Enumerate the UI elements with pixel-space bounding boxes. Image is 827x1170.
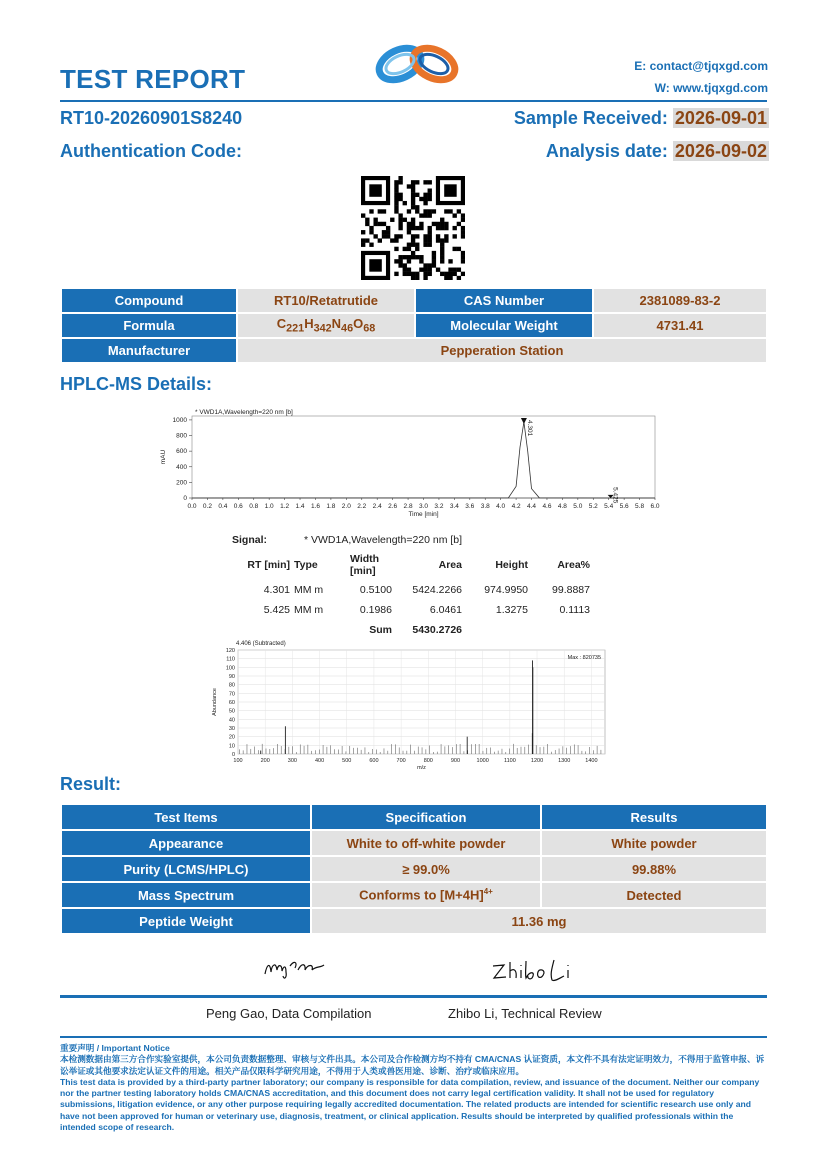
x-tick-label: 1000: [476, 758, 489, 764]
x-tick-label: 5.8: [635, 503, 645, 510]
y-tick-label: 80: [228, 682, 235, 689]
contact-info: [634, 55, 768, 99]
y-tick-label: 400: [176, 463, 187, 471]
x-tick-label: 3.0: [418, 503, 429, 510]
x-tick-label: 2.2: [357, 503, 367, 510]
x-tick-label: 1.0: [264, 503, 274, 510]
signature-zhibo-li: [490, 956, 572, 986]
notice-english: This test data is provided by a third-party partner laboratory; our company is responsible for data compilation, review, and issuance of the document. Neither our company nor the partner testing laboratory holds CMA/CNAS accreditation, and this document does not carry legal certification validity. It shall not be used for regulatory submissions, litigation evidence, or any other purpose requiring legally accredited documentation. The related products are intended for scientific research use only and have not been approved for human or veterinary use, diagnosis, treatment, or clinical application. Results should be interpreted by qualified professionals within the intended scope of research.: [60, 1076, 760, 1133]
x-tick-label: 1.8: [326, 503, 336, 510]
peak-row: 5.425 MM m 0.1986 6.0461 1.3275 0.1113: [263, 604, 590, 616]
x-tick-label: 4.8: [557, 503, 567, 510]
y-tick-label: 120: [225, 648, 235, 654]
x-tick-label: 2.6: [388, 503, 398, 510]
x-tick-label: 1300: [558, 758, 571, 764]
notice-chinese: 本检测数据由第三方合作实验室提供，本公司负责数据整理、审核与文件出具。本公司及合作检测方均不持有 CMA/CNAS 认证资质，本文件不具有法定证明效力，不得用于监管申报、诉讼举证或其他要求法定认证文件的用途。相关产品仅限科学研究用途，不得用于人类或兽医用途、诊断、治疗或临床应用。: [60, 1054, 765, 1076]
peak-label: 5.425: [611, 487, 619, 504]
peak-header: Height: [495, 559, 528, 571]
x-tick-label: 2.8: [403, 503, 413, 510]
results-header: Specification: [312, 805, 540, 829]
peak-header: Type: [294, 559, 318, 571]
molecular-weight-label: Molecular Weight: [416, 314, 592, 337]
report-id: RT10-20260901S8240: [60, 108, 243, 128]
hplc-section-title: HPLC-MS Details:: [60, 374, 213, 394]
x-tick-label: 1.2: [280, 503, 290, 510]
y-tick-label: 10: [228, 743, 235, 750]
y-tick-label: 800: [176, 432, 187, 440]
y-tick-label: 0: [231, 752, 235, 758]
x-tick-label: 1.6: [310, 503, 320, 510]
y-tick-label: 100: [225, 665, 235, 672]
results-table: [60, 803, 768, 935]
y-tick-label: 40: [228, 717, 235, 724]
x-tick-label: 3.4: [449, 503, 459, 510]
x-tick-label: 4.6: [542, 503, 552, 510]
x-tick-label: 3.2: [434, 503, 444, 510]
compound-label: Compound: [62, 289, 236, 312]
appearance-label: Appearance: [62, 831, 310, 855]
y-tick-label: 90: [228, 674, 235, 680]
y-tick-label: 50: [228, 708, 235, 715]
notice-title: 重要声明 / Important Notice: [60, 1043, 170, 1053]
authentication-label: Authentication Code:: [60, 141, 242, 161]
spectrum-title: 4.406 (Subtracted): [236, 641, 286, 647]
appearance-spec: White to off-white powder: [312, 831, 540, 855]
x-tick-label: 300: [287, 758, 297, 764]
x-tick-label: 400: [314, 758, 325, 764]
molecular-weight-value: 4731.41: [594, 314, 766, 337]
results-header: Test Items: [62, 805, 310, 829]
signature-divider: [60, 995, 767, 998]
hplc-chromatogram: [155, 406, 665, 526]
compound-info-table: [60, 287, 768, 364]
report-title: TEST REPORT: [60, 64, 246, 94]
x-tick-label: 6.0: [650, 503, 660, 510]
cas-label: CAS Number: [416, 289, 592, 312]
signatory-data-compilation: Peng Gao, Data Compilation: [206, 1006, 372, 1021]
purity-result: 99.88%: [542, 857, 766, 881]
chromatogram-title: * VWD1A,Wavelength=220 nm [b]: [195, 409, 293, 416]
manufacturer-label: Manufacturer: [62, 339, 236, 362]
x-tick-label: 1200: [530, 758, 544, 764]
x-tick-label: 4.2: [511, 503, 521, 510]
x-tick-label: 4.0: [496, 503, 506, 510]
x-tick-label: 900: [450, 758, 461, 764]
manufacturer-value: Pepperation Station: [238, 339, 766, 362]
y-tick-label: 1000: [172, 416, 187, 424]
x-tick-label: 4.4: [527, 503, 537, 510]
x-tick-label: 800: [423, 758, 433, 764]
peptide-weight-value: 11.36 mg: [312, 909, 766, 933]
x-tick-label: 2.0: [341, 503, 351, 510]
result-section-title: Result:: [60, 774, 122, 794]
results-header: Results: [542, 805, 766, 829]
y-tick-label: 0: [183, 495, 187, 502]
x-tick-label: 200: [260, 758, 270, 764]
x-axis-label: m/z: [417, 765, 426, 771]
y-axis-label: mAU: [160, 449, 167, 465]
formula-label: Formula: [62, 314, 236, 337]
x-tick-label: 5.4: [604, 503, 614, 510]
notice-divider: [60, 1036, 767, 1038]
x-tick-label: 0.0: [187, 503, 197, 510]
peak-header: Width [min]: [350, 553, 380, 577]
peptide-weight-label: Peptide Weight: [62, 909, 310, 933]
x-tick-label: 700: [396, 758, 406, 764]
analysis-date: [546, 141, 769, 162]
purity-spec: ≥ 99.0%: [312, 857, 540, 881]
chromatogram-frame: [192, 416, 655, 498]
y-tick-label: 600: [176, 448, 187, 456]
sum-value: 5430.2726: [412, 624, 462, 636]
analysis-label: Analysis date:: [545, 141, 668, 161]
x-tick-label: 1400: [585, 758, 598, 764]
peak-header: RT [min]: [247, 559, 290, 571]
x-tick-label: 1.4: [295, 503, 305, 510]
website-text: W: www.tjqxgd.com: [654, 81, 768, 95]
y-tick-label: 30: [228, 726, 235, 732]
appearance-result: White powder: [542, 831, 766, 855]
x-tick-label: 100: [233, 758, 243, 764]
x-tick-label: 5.0: [573, 503, 583, 510]
x-tick-label: 1100: [503, 758, 516, 764]
sample-received: [514, 108, 769, 129]
x-tick-label: 600: [369, 758, 379, 764]
x-tick-label: 5.2: [588, 503, 598, 510]
email-text: E: contact@tjqxgd.com: [634, 59, 768, 73]
important-notice: [60, 1043, 769, 1133]
received-date: 2026-09-01: [674, 108, 767, 128]
peak-label: 4.301: [525, 420, 533, 437]
x-tick-label: 3.8: [480, 503, 490, 510]
received-label: Sample Received:: [513, 108, 668, 128]
y-tick-label: 110: [226, 656, 235, 663]
x-tick-label: 2.4: [372, 503, 382, 510]
peak-row: 4.301 MM m 0.5100 5424.2266 974.9950 99.8887: [263, 584, 590, 596]
signal-value: * VWD1A,Wavelength=220 nm [b]: [304, 534, 463, 546]
compound-value: RT10/Retatrutide: [238, 289, 414, 312]
formula-value: $C_{221}H_{342}N_{46}O_{68}$: [238, 314, 414, 337]
signature-peng-gao: [262, 952, 332, 982]
mass-spectrum-label: Mass Spectrum: [62, 883, 310, 907]
x-tick-label: 0.8: [249, 503, 259, 510]
analysis-date-value: 2026-09-02: [674, 141, 767, 161]
signatory-technical-review: Zhibo Li, Technical Review: [448, 1006, 602, 1021]
company-logo: [374, 34, 460, 96]
x-tick-label: 0.4: [218, 503, 228, 510]
y-tick-label: 70: [228, 691, 235, 698]
signal-label: Signal:: [232, 534, 268, 546]
purity-label: Purity (LCMS/HPLC): [62, 857, 310, 881]
y-tick-label: 20: [228, 734, 235, 741]
x-axis-label: Time [min]: [408, 511, 439, 518]
max-label: Max : 820735: [567, 655, 601, 661]
x-tick-label: 500: [342, 758, 352, 764]
peak-header: Area%: [557, 559, 590, 571]
y-tick-label: 60: [228, 700, 235, 706]
cas-value: 2381089-83-2: [594, 289, 766, 312]
x-tick-label: 0.6: [233, 503, 243, 510]
peak-header: Area: [438, 559, 462, 571]
mass-spectrum-result: Detected: [542, 883, 766, 907]
header-divider: [60, 100, 767, 102]
y-axis-label: Abundance: [212, 688, 218, 716]
y-tick-label: 200: [176, 479, 187, 487]
chromatogram-trace: [192, 422, 655, 498]
x-tick-label: 3.6: [465, 503, 475, 510]
sum-label: Sum: [369, 624, 392, 636]
mass-spectrum-chart: [200, 636, 610, 772]
x-tick-label: 0.2: [202, 503, 212, 510]
x-tick-label: 5.6: [619, 503, 629, 510]
peak-table: [232, 530, 590, 640]
mass-spectrum-spec: Conforms to $[M+4H]^{4+}$: [312, 883, 540, 907]
qr-code: [361, 176, 465, 280]
